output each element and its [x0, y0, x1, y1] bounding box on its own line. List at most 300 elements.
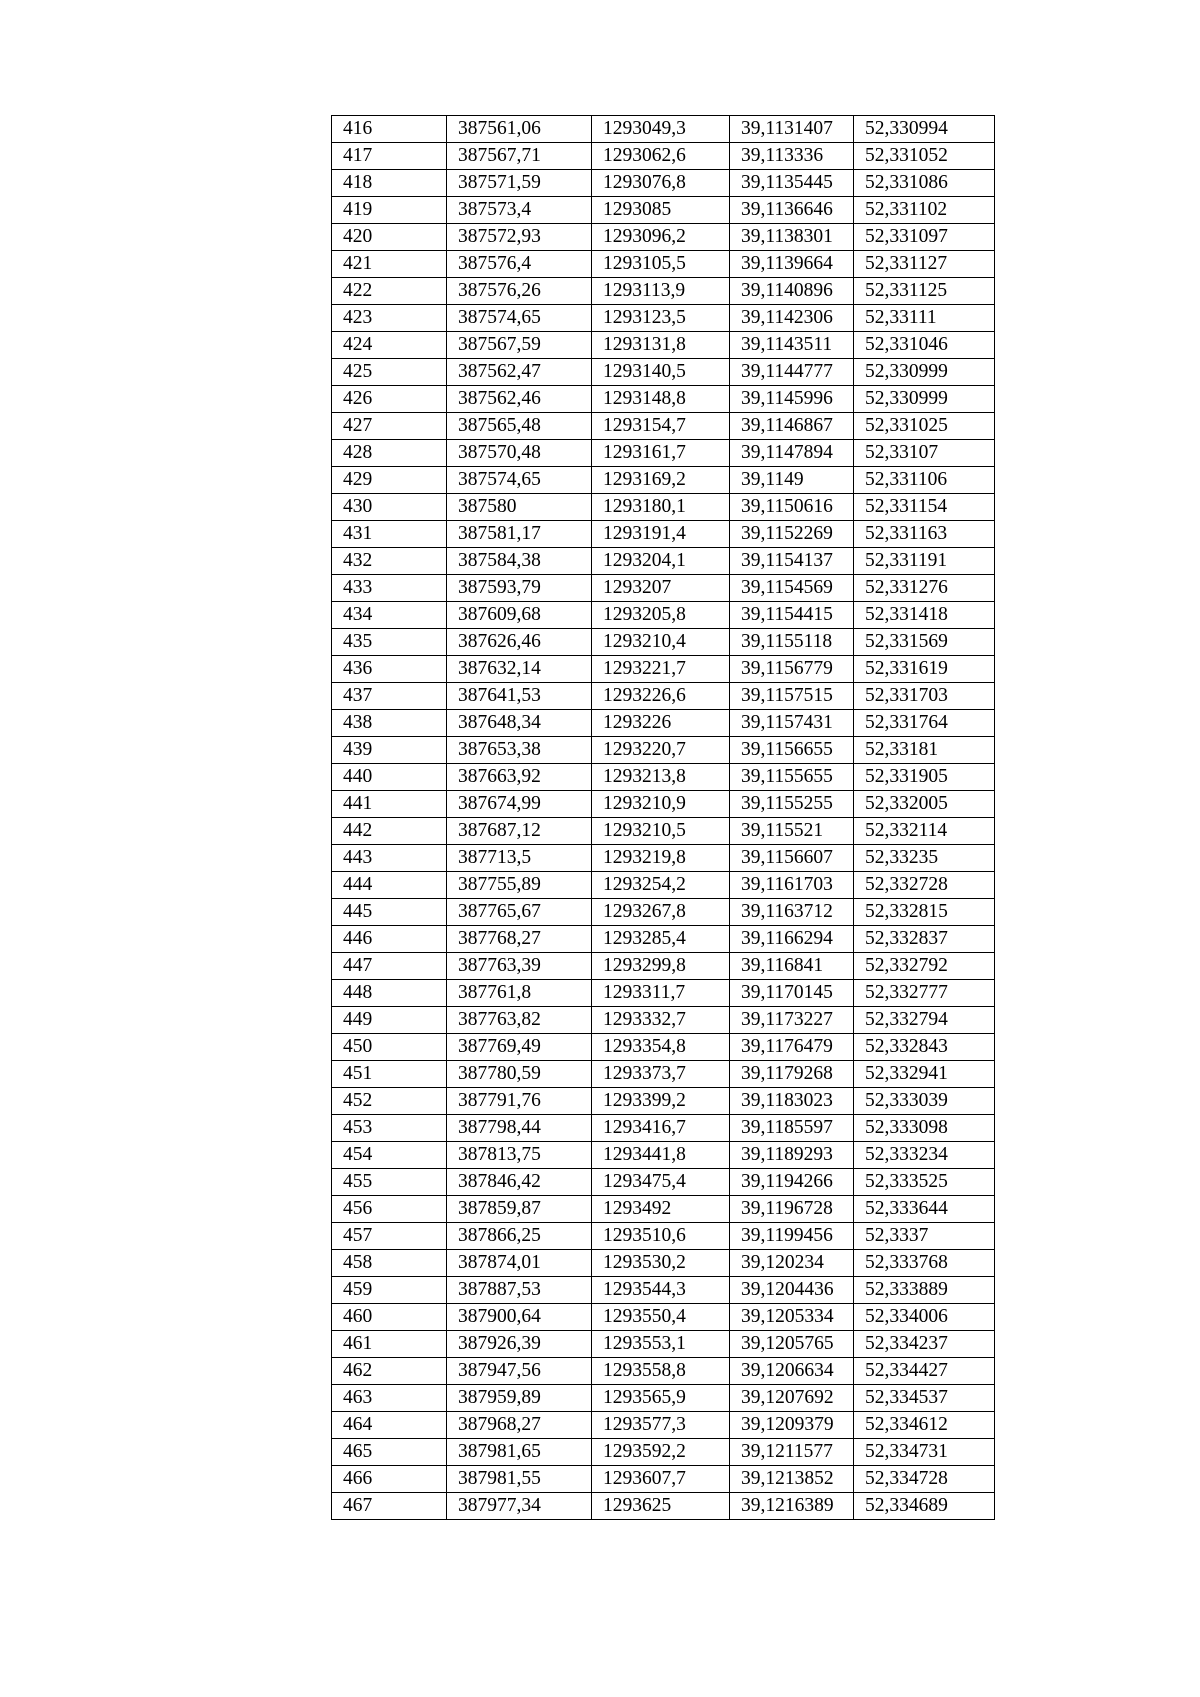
latitude-cell: 52,332815	[854, 899, 995, 926]
y-coordinate-cell: 1293475,4	[592, 1169, 730, 1196]
y-coordinate-cell: 1293062,6	[592, 143, 730, 170]
longitude-cell: 39,1199456	[730, 1223, 854, 1250]
latitude-cell: 52,331025	[854, 413, 995, 440]
x-coordinate-cell: 387763,82	[447, 1007, 592, 1034]
longitude-cell: 39,1142306	[730, 305, 854, 332]
y-coordinate-cell: 1293219,8	[592, 845, 730, 872]
latitude-cell: 52,333644	[854, 1196, 995, 1223]
table-row	[332, 575, 995, 602]
latitude-cell: 52,331052	[854, 143, 995, 170]
x-coordinate-cell: 387866,25	[447, 1223, 592, 1250]
latitude-cell: 52,331154	[854, 494, 995, 521]
y-coordinate-cell: 1293550,4	[592, 1304, 730, 1331]
latitude-cell: 52,333889	[854, 1277, 995, 1304]
table-row	[332, 710, 995, 737]
table-row	[332, 926, 995, 953]
y-coordinate-cell: 1293399,2	[592, 1088, 730, 1115]
y-coordinate-cell: 1293373,7	[592, 1061, 730, 1088]
x-coordinate-cell: 387648,34	[447, 710, 592, 737]
longitude-cell: 39,1170145	[730, 980, 854, 1007]
y-coordinate-cell: 1293210,9	[592, 791, 730, 818]
table-row	[332, 1142, 995, 1169]
x-coordinate-cell: 387761,8	[447, 980, 592, 1007]
longitude-cell: 39,120234	[730, 1250, 854, 1277]
latitude-cell: 52,330999	[854, 386, 995, 413]
y-coordinate-cell: 1293221,7	[592, 656, 730, 683]
longitude-cell: 39,1185597	[730, 1115, 854, 1142]
longitude-cell: 39,1152269	[730, 521, 854, 548]
longitude-cell: 39,1155118	[730, 629, 854, 656]
table-row	[332, 1385, 995, 1412]
latitude-cell: 52,330999	[854, 359, 995, 386]
latitude-cell: 52,334237	[854, 1331, 995, 1358]
longitude-cell: 39,1213852	[730, 1466, 854, 1493]
x-coordinate-cell: 387780,59	[447, 1061, 592, 1088]
point-number-cell: 438	[332, 710, 447, 737]
point-number-cell: 435	[332, 629, 447, 656]
latitude-cell: 52,331619	[854, 656, 995, 683]
latitude-cell: 52,332837	[854, 926, 995, 953]
x-coordinate-cell: 387567,71	[447, 143, 592, 170]
x-coordinate-cell: 387900,64	[447, 1304, 592, 1331]
x-coordinate-cell: 387576,26	[447, 278, 592, 305]
point-number-cell: 446	[332, 926, 447, 953]
table-row	[332, 1250, 995, 1277]
table-row	[332, 656, 995, 683]
point-number-cell: 461	[332, 1331, 447, 1358]
y-coordinate-cell: 1293169,2	[592, 467, 730, 494]
table-row	[332, 764, 995, 791]
latitude-cell: 52,332777	[854, 980, 995, 1007]
point-number-cell: 449	[332, 1007, 447, 1034]
longitude-cell: 39,1156607	[730, 845, 854, 872]
longitude-cell: 39,1143511	[730, 332, 854, 359]
table-row	[332, 1412, 995, 1439]
latitude-cell: 52,334731	[854, 1439, 995, 1466]
latitude-cell: 52,331106	[854, 467, 995, 494]
table-row	[332, 305, 995, 332]
table-row	[332, 386, 995, 413]
point-number-cell: 443	[332, 845, 447, 872]
x-coordinate-cell: 387626,46	[447, 629, 592, 656]
point-number-cell: 422	[332, 278, 447, 305]
point-number-cell: 428	[332, 440, 447, 467]
y-coordinate-cell: 1293544,3	[592, 1277, 730, 1304]
longitude-cell: 39,1205765	[730, 1331, 854, 1358]
table-row	[332, 1061, 995, 1088]
longitude-cell: 39,1157431	[730, 710, 854, 737]
x-coordinate-cell: 387959,89	[447, 1385, 592, 1412]
x-coordinate-cell: 387576,4	[447, 251, 592, 278]
y-coordinate-cell: 1293085	[592, 197, 730, 224]
point-number-cell: 466	[332, 1466, 447, 1493]
longitude-cell: 39,1205334	[730, 1304, 854, 1331]
point-number-cell: 423	[332, 305, 447, 332]
table-row	[332, 440, 995, 467]
table-row	[332, 953, 995, 980]
table-row	[332, 1223, 995, 1250]
longitude-cell: 39,1194266	[730, 1169, 854, 1196]
table-row	[332, 413, 995, 440]
x-coordinate-cell: 387687,12	[447, 818, 592, 845]
longitude-cell: 39,1189293	[730, 1142, 854, 1169]
latitude-cell: 52,330994	[854, 116, 995, 143]
longitude-cell: 39,1156655	[730, 737, 854, 764]
latitude-cell: 52,332114	[854, 818, 995, 845]
y-coordinate-cell: 1293558,8	[592, 1358, 730, 1385]
table-row	[332, 467, 995, 494]
y-coordinate-cell: 1293113,9	[592, 278, 730, 305]
longitude-cell: 39,1131407	[730, 116, 854, 143]
latitude-cell: 52,333525	[854, 1169, 995, 1196]
point-number-cell: 464	[332, 1412, 447, 1439]
point-number-cell: 441	[332, 791, 447, 818]
point-number-cell: 442	[332, 818, 447, 845]
longitude-cell: 39,1204436	[730, 1277, 854, 1304]
table-row	[332, 629, 995, 656]
point-number-cell: 424	[332, 332, 447, 359]
latitude-cell: 52,331764	[854, 710, 995, 737]
point-number-cell: 426	[332, 386, 447, 413]
latitude-cell: 52,33111	[854, 305, 995, 332]
table-row	[332, 224, 995, 251]
x-coordinate-cell: 387572,93	[447, 224, 592, 251]
y-coordinate-cell: 1293207	[592, 575, 730, 602]
table-row	[332, 1115, 995, 1142]
table-row	[332, 872, 995, 899]
longitude-cell: 39,1211577	[730, 1439, 854, 1466]
y-coordinate-cell: 1293180,1	[592, 494, 730, 521]
x-coordinate-cell: 387562,47	[447, 359, 592, 386]
table-row	[332, 251, 995, 278]
longitude-cell: 39,1145996	[730, 386, 854, 413]
table-row	[332, 521, 995, 548]
y-coordinate-cell: 1293220,7	[592, 737, 730, 764]
longitude-cell: 39,115521	[730, 818, 854, 845]
table-row	[332, 980, 995, 1007]
longitude-cell: 39,1149	[730, 467, 854, 494]
x-coordinate-cell: 387571,59	[447, 170, 592, 197]
y-coordinate-cell: 1293592,2	[592, 1439, 730, 1466]
y-coordinate-cell: 1293191,4	[592, 521, 730, 548]
table-row	[332, 602, 995, 629]
y-coordinate-cell: 1293254,2	[592, 872, 730, 899]
x-coordinate-cell: 387769,49	[447, 1034, 592, 1061]
y-coordinate-cell: 1293226	[592, 710, 730, 737]
latitude-cell: 52,334689	[854, 1493, 995, 1520]
longitude-cell: 39,1154137	[730, 548, 854, 575]
x-coordinate-cell: 387565,48	[447, 413, 592, 440]
point-number-cell: 433	[332, 575, 447, 602]
latitude-cell: 52,332792	[854, 953, 995, 980]
latitude-cell: 52,331191	[854, 548, 995, 575]
latitude-cell: 52,331163	[854, 521, 995, 548]
x-coordinate-cell: 387641,53	[447, 683, 592, 710]
x-coordinate-cell: 387632,14	[447, 656, 592, 683]
x-coordinate-cell: 387798,44	[447, 1115, 592, 1142]
table-row	[332, 1169, 995, 1196]
x-coordinate-cell: 387574,65	[447, 305, 592, 332]
x-coordinate-cell: 387968,27	[447, 1412, 592, 1439]
latitude-cell: 52,33235	[854, 845, 995, 872]
x-coordinate-cell: 387593,79	[447, 575, 592, 602]
point-number-cell: 465	[332, 1439, 447, 1466]
longitude-cell: 39,1140896	[730, 278, 854, 305]
point-number-cell: 454	[332, 1142, 447, 1169]
table-row	[332, 683, 995, 710]
longitude-cell: 39,1136646	[730, 197, 854, 224]
x-coordinate-cell: 387653,38	[447, 737, 592, 764]
y-coordinate-cell: 1293213,8	[592, 764, 730, 791]
x-coordinate-cell: 387926,39	[447, 1331, 592, 1358]
latitude-cell: 52,334427	[854, 1358, 995, 1385]
longitude-cell: 39,1156779	[730, 656, 854, 683]
point-number-cell: 439	[332, 737, 447, 764]
point-number-cell: 457	[332, 1223, 447, 1250]
y-coordinate-cell: 1293311,7	[592, 980, 730, 1007]
latitude-cell: 52,331276	[854, 575, 995, 602]
longitude-cell: 39,1154569	[730, 575, 854, 602]
point-number-cell: 459	[332, 1277, 447, 1304]
latitude-cell: 52,334006	[854, 1304, 995, 1331]
longitude-cell: 39,1196728	[730, 1196, 854, 1223]
x-coordinate-cell: 387663,92	[447, 764, 592, 791]
x-coordinate-cell: 387570,48	[447, 440, 592, 467]
point-number-cell: 427	[332, 413, 447, 440]
latitude-cell: 52,33107	[854, 440, 995, 467]
latitude-cell: 52,334612	[854, 1412, 995, 1439]
table-row	[332, 1358, 995, 1385]
longitude-cell: 39,1216389	[730, 1493, 854, 1520]
y-coordinate-cell: 1293332,7	[592, 1007, 730, 1034]
table-row	[332, 818, 995, 845]
point-number-cell: 431	[332, 521, 447, 548]
longitude-cell: 39,1155255	[730, 791, 854, 818]
y-coordinate-cell: 1293530,2	[592, 1250, 730, 1277]
y-coordinate-cell: 1293076,8	[592, 170, 730, 197]
latitude-cell: 52,333039	[854, 1088, 995, 1115]
x-coordinate-cell: 387765,67	[447, 899, 592, 926]
latitude-cell: 52,332794	[854, 1007, 995, 1034]
table-row	[332, 116, 995, 143]
x-coordinate-cell: 387874,01	[447, 1250, 592, 1277]
longitude-cell: 39,1179268	[730, 1061, 854, 1088]
point-number-cell: 445	[332, 899, 447, 926]
table-row	[332, 548, 995, 575]
x-coordinate-cell: 387859,87	[447, 1196, 592, 1223]
longitude-cell: 39,113336	[730, 143, 854, 170]
table-row	[332, 494, 995, 521]
point-number-cell: 452	[332, 1088, 447, 1115]
y-coordinate-cell: 1293105,5	[592, 251, 730, 278]
table-row	[332, 737, 995, 764]
y-coordinate-cell: 1293625	[592, 1493, 730, 1520]
longitude-cell: 39,1154415	[730, 602, 854, 629]
latitude-cell: 52,334728	[854, 1466, 995, 1493]
x-coordinate-cell: 387561,06	[447, 116, 592, 143]
longitude-cell: 39,1138301	[730, 224, 854, 251]
x-coordinate-cell: 387609,68	[447, 602, 592, 629]
point-number-cell: 451	[332, 1061, 447, 1088]
table-row	[332, 899, 995, 926]
point-number-cell: 456	[332, 1196, 447, 1223]
y-coordinate-cell: 1293354,8	[592, 1034, 730, 1061]
point-number-cell: 450	[332, 1034, 447, 1061]
longitude-cell: 39,1166294	[730, 926, 854, 953]
x-coordinate-cell: 387846,42	[447, 1169, 592, 1196]
y-coordinate-cell: 1293441,8	[592, 1142, 730, 1169]
x-coordinate-cell: 387947,56	[447, 1358, 592, 1385]
coordinates-table	[331, 115, 995, 1520]
x-coordinate-cell: 387573,4	[447, 197, 592, 224]
longitude-cell: 39,1147894	[730, 440, 854, 467]
x-coordinate-cell: 387581,17	[447, 521, 592, 548]
point-number-cell: 419	[332, 197, 447, 224]
point-number-cell: 436	[332, 656, 447, 683]
latitude-cell: 52,333234	[854, 1142, 995, 1169]
x-coordinate-cell: 387562,46	[447, 386, 592, 413]
x-coordinate-cell: 387580	[447, 494, 592, 521]
x-coordinate-cell: 387674,99	[447, 791, 592, 818]
point-number-cell: 430	[332, 494, 447, 521]
latitude-cell: 52,33181	[854, 737, 995, 764]
y-coordinate-cell: 1293492	[592, 1196, 730, 1223]
coordinates-table-body	[332, 116, 995, 1520]
table-row	[332, 845, 995, 872]
table-row	[332, 1466, 995, 1493]
y-coordinate-cell: 1293267,8	[592, 899, 730, 926]
y-coordinate-cell: 1293140,5	[592, 359, 730, 386]
latitude-cell: 52,331569	[854, 629, 995, 656]
point-number-cell: 425	[332, 359, 447, 386]
longitude-cell: 39,1146867	[730, 413, 854, 440]
y-coordinate-cell: 1293049,3	[592, 116, 730, 143]
table-row	[332, 143, 995, 170]
y-coordinate-cell: 1293210,4	[592, 629, 730, 656]
y-coordinate-cell: 1293148,8	[592, 386, 730, 413]
latitude-cell: 52,333768	[854, 1250, 995, 1277]
latitude-cell: 52,331905	[854, 764, 995, 791]
x-coordinate-cell: 387713,5	[447, 845, 592, 872]
table-row	[332, 170, 995, 197]
table-row	[332, 359, 995, 386]
table-row	[332, 1034, 995, 1061]
latitude-cell: 52,331046	[854, 332, 995, 359]
x-coordinate-cell: 387768,27	[447, 926, 592, 953]
table-row	[332, 1196, 995, 1223]
x-coordinate-cell: 387755,89	[447, 872, 592, 899]
y-coordinate-cell: 1293299,8	[592, 953, 730, 980]
longitude-cell: 39,1150616	[730, 494, 854, 521]
y-coordinate-cell: 1293205,8	[592, 602, 730, 629]
latitude-cell: 52,334537	[854, 1385, 995, 1412]
point-number-cell: 418	[332, 170, 447, 197]
longitude-cell: 39,1163712	[730, 899, 854, 926]
x-coordinate-cell: 387977,34	[447, 1493, 592, 1520]
point-number-cell: 420	[332, 224, 447, 251]
latitude-cell: 52,331125	[854, 278, 995, 305]
y-coordinate-cell: 1293204,1	[592, 548, 730, 575]
point-number-cell: 429	[332, 467, 447, 494]
point-number-cell: 440	[332, 764, 447, 791]
latitude-cell: 52,3337	[854, 1223, 995, 1250]
point-number-cell: 463	[332, 1385, 447, 1412]
point-number-cell: 455	[332, 1169, 447, 1196]
latitude-cell: 52,332843	[854, 1034, 995, 1061]
latitude-cell: 52,332941	[854, 1061, 995, 1088]
table-row	[332, 1304, 995, 1331]
table-row	[332, 278, 995, 305]
longitude-cell: 39,1139664	[730, 251, 854, 278]
y-coordinate-cell: 1293161,7	[592, 440, 730, 467]
point-number-cell: 432	[332, 548, 447, 575]
y-coordinate-cell: 1293096,2	[592, 224, 730, 251]
longitude-cell: 39,1161703	[730, 872, 854, 899]
point-number-cell: 437	[332, 683, 447, 710]
longitude-cell: 39,1206634	[730, 1358, 854, 1385]
table-row	[332, 1007, 995, 1034]
y-coordinate-cell: 1293123,5	[592, 305, 730, 332]
table-row	[332, 1088, 995, 1115]
longitude-cell: 39,1135445	[730, 170, 854, 197]
y-coordinate-cell: 1293226,6	[592, 683, 730, 710]
point-number-cell: 458	[332, 1250, 447, 1277]
table-row	[332, 1277, 995, 1304]
x-coordinate-cell: 387584,38	[447, 548, 592, 575]
latitude-cell: 52,332005	[854, 791, 995, 818]
latitude-cell: 52,333098	[854, 1115, 995, 1142]
longitude-cell: 39,116841	[730, 953, 854, 980]
point-number-cell: 417	[332, 143, 447, 170]
point-number-cell: 447	[332, 953, 447, 980]
point-number-cell: 416	[332, 116, 447, 143]
x-coordinate-cell: 387567,59	[447, 332, 592, 359]
table-row	[332, 1439, 995, 1466]
point-number-cell: 453	[332, 1115, 447, 1142]
x-coordinate-cell: 387981,65	[447, 1439, 592, 1466]
longitude-cell: 39,1176479	[730, 1034, 854, 1061]
table-row	[332, 332, 995, 359]
y-coordinate-cell: 1293607,7	[592, 1466, 730, 1493]
y-coordinate-cell: 1293553,1	[592, 1331, 730, 1358]
y-coordinate-cell: 1293510,6	[592, 1223, 730, 1250]
point-number-cell: 448	[332, 980, 447, 1007]
x-coordinate-cell: 387813,75	[447, 1142, 592, 1169]
y-coordinate-cell: 1293577,3	[592, 1412, 730, 1439]
point-number-cell: 467	[332, 1493, 447, 1520]
table-row	[332, 197, 995, 224]
x-coordinate-cell: 387763,39	[447, 953, 592, 980]
longitude-cell: 39,1207692	[730, 1385, 854, 1412]
latitude-cell: 52,331127	[854, 251, 995, 278]
point-number-cell: 421	[332, 251, 447, 278]
table-row	[332, 1331, 995, 1358]
y-coordinate-cell: 1293210,5	[592, 818, 730, 845]
x-coordinate-cell: 387791,76	[447, 1088, 592, 1115]
latitude-cell: 52,331102	[854, 197, 995, 224]
point-number-cell: 444	[332, 872, 447, 899]
longitude-cell: 39,1183023	[730, 1088, 854, 1115]
y-coordinate-cell: 1293416,7	[592, 1115, 730, 1142]
longitude-cell: 39,1157515	[730, 683, 854, 710]
table-row	[332, 791, 995, 818]
y-coordinate-cell: 1293285,4	[592, 926, 730, 953]
latitude-cell: 52,331418	[854, 602, 995, 629]
y-coordinate-cell: 1293131,8	[592, 332, 730, 359]
latitude-cell: 52,331097	[854, 224, 995, 251]
longitude-cell: 39,1173227	[730, 1007, 854, 1034]
table-row	[332, 1493, 995, 1520]
